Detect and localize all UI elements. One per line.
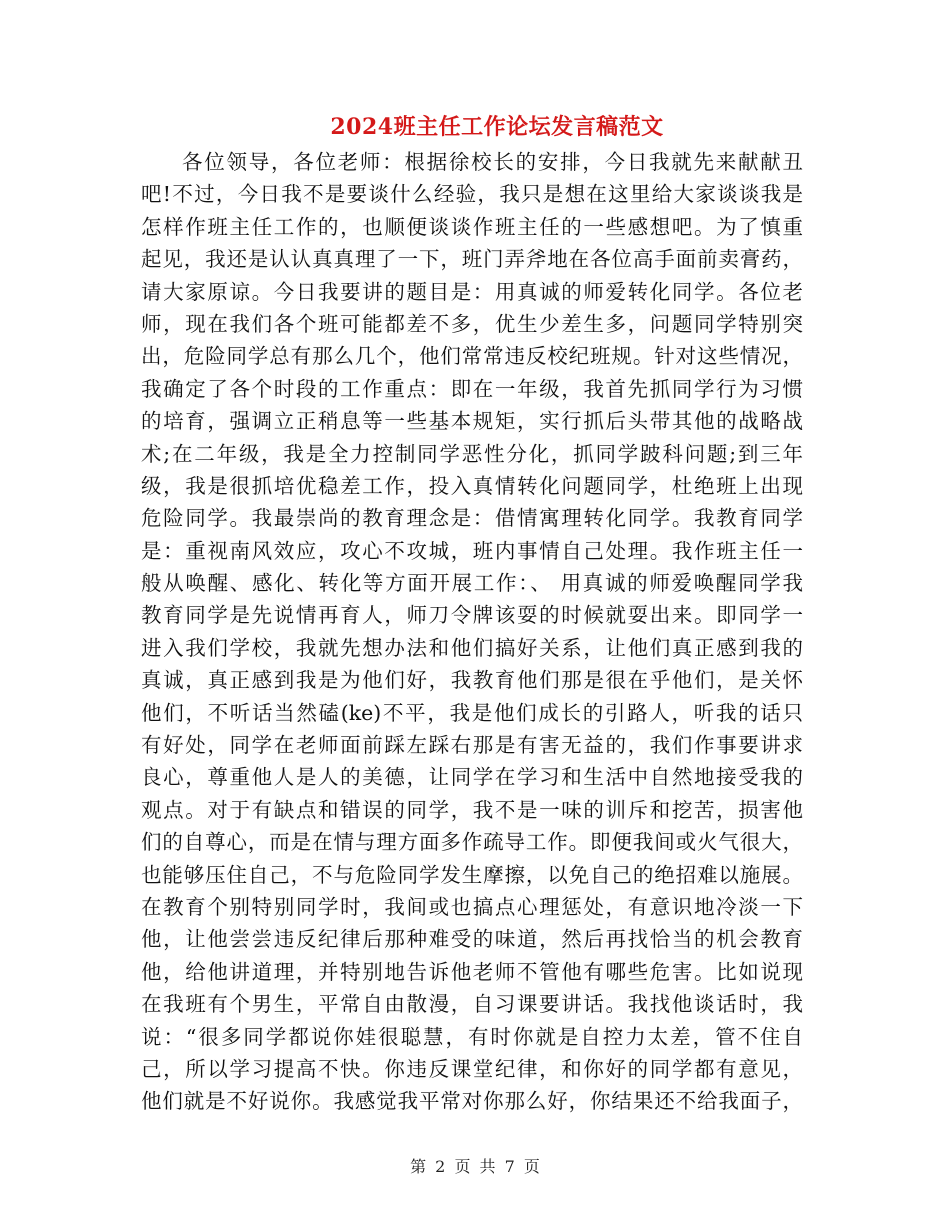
body-line: 进入我们学校，我就先想办法和他们搞好关系，让他们真正感到我的 <box>141 635 803 660</box>
body-line: 我确定了各个时段的工作重点：即在一年级，我首先抓同学行为习惯 <box>141 376 803 401</box>
body-line: 真诚，真正感到我是为他们好，我教育他们那是很在乎他们，是关怀 <box>141 668 803 693</box>
body-line: 请大家原谅。今日我要讲的题目是：用真诚的师爱转化同学。各位老 <box>141 279 803 304</box>
body-line: 他们就是不好说你。我感觉我平常对你那么好，你结果还不给我面子， <box>141 1089 803 1114</box>
body-line: 师，现在我们各个班可能都差不多，优生少差生多，问题同学特别突 <box>141 311 803 336</box>
page-footer: 第 2 页 共 7 页 <box>410 1157 540 1176</box>
body-line: 己，所以学习提高不快。你违反课堂纪律，和你好的同学都有意见， <box>141 1056 803 1081</box>
body-line: 有好处，同学在老师面前踩左踩右那是有害无益的，我们作事要讲求 <box>141 733 803 758</box>
body-line: 们的自尊心，而是在情与理方面多作疏导工作。即便我间或火气很大， <box>141 830 803 855</box>
body-line: 他，给他讲道理，并特别地告诉他老师不管他有哪些危害。比如说现 <box>141 959 803 984</box>
body-line: 观点。对于有缺点和错误的同学，我不是一味的训斥和挖苦，损害他 <box>141 797 803 822</box>
body-line: 怎样作班主任工作的，也顺便谈谈作班主任的一些感想吧。为了慎重 <box>141 214 803 239</box>
body-line: 说：“很多同学都说你娃很聪慧，有时你就是自控力太差，管不住自 <box>141 1024 803 1049</box>
body-line: 他们，不听话当然磕(ke)不平，我是他们成长的引路人，听我的话只 <box>141 700 803 725</box>
body-line: 般从唤醒、感化、转化等方面开展工作：、 用真诚的师爱唤醒同学我 <box>141 571 803 596</box>
body-line: 危险同学。我最崇尚的教育理念是：借情寓理转化同学。我教育同学 <box>141 506 803 531</box>
body-line: 各位领导，各位老师：根据徐校长的安排，今日我就先来献献丑 <box>182 150 803 174</box>
body-line: 出，危险同学总有那么几个，他们常常违反校纪班规。针对这些情况， <box>141 344 803 369</box>
document-title: 2024班主任工作论坛发言稿范文 <box>330 114 664 140</box>
body-line: 也能够压住自己，不与危险同学发生摩擦，以免自己的绝招难以施展。 <box>141 862 803 887</box>
body-line: 在我班有个男生，平常自由散漫，自习课要讲话。我找他谈话时，我 <box>141 992 803 1017</box>
body-line: 是：重视南风效应，攻心不攻城，班内事情自己处理。我作班主任一 <box>141 538 803 563</box>
body-line: 术;在二年级，我是全力控制同学恶性分化，抓同学跛科问题;到三年 <box>141 441 803 466</box>
document-body <box>141 146 803 1118</box>
body-line: 在教育个别特别同学时，我间或也搞点心理惩处，有意识地冷淡一下 <box>141 894 803 919</box>
body-line: 起见，我还是认认真真理了一下，班门弄斧地在各位高手面前卖膏药， <box>141 247 803 272</box>
body-line: 教育同学是先说情再育人，师刀令牌该耍的时候就耍出来。即同学一 <box>141 603 803 628</box>
body-line: 他，让他尝尝违反纪律后那种难受的味道，然后再找恰当的机会教育 <box>141 927 803 952</box>
body-line: 的培育，强调立正稍息等一些基本规矩，实行抓后头带其他的战略战 <box>141 409 803 434</box>
body-line: 吧!不过，今日我不是要谈什么经验，我只是想在这里给大家谈谈我是 <box>141 182 803 207</box>
body-line: 良心，尊重他人是人的美德，让同学在学习和生活中自然地接受我的 <box>141 765 803 790</box>
body-line: 级，我是很抓培优稳差工作，投入真情转化问题同学，杜绝班上出现 <box>141 473 803 498</box>
